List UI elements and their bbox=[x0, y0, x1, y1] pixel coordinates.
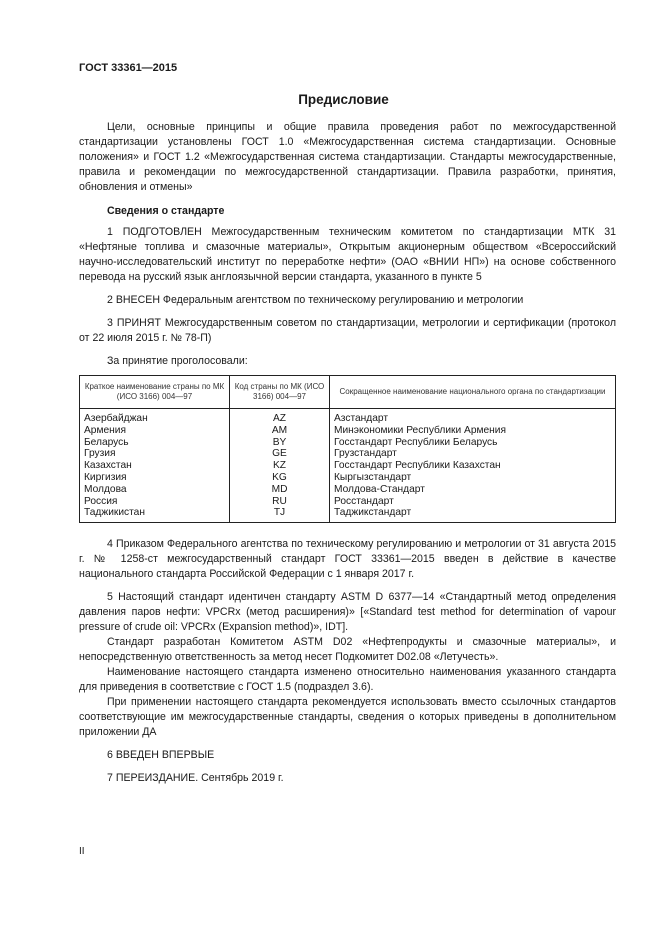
preface-body bbox=[79, 120, 616, 786]
item-7: 7 ПЕРЕИЗДАНИЕ. Сентябрь 2019 г. bbox=[107, 772, 284, 785]
agency-cell: Госстандарт Республики Казахстан bbox=[330, 460, 616, 472]
code-cell: KG bbox=[230, 472, 330, 484]
page-title: Предисловие bbox=[298, 92, 389, 107]
header-country: Краткое наименование страны по МК (ИСО 3166) 004—97 bbox=[80, 376, 230, 409]
document-code: ГОСТ 33361—2015 bbox=[79, 62, 178, 74]
code-cell: AM bbox=[230, 425, 330, 437]
code-cell: GE bbox=[230, 448, 330, 460]
header-agency: Сокращенное наименование национального органа по стандартизации bbox=[330, 376, 616, 409]
code-cell: BY bbox=[230, 437, 330, 449]
item-5-references: При применении настоящего стандарта рекомендуется использовать вместо ссылочных стандартов соответствующие им межгосударственные стандарты, сведения о которых приведены в дополнительном приложении ДА bbox=[79, 696, 616, 739]
country-cell: Таджикистан bbox=[80, 507, 230, 522]
table-row bbox=[80, 409, 616, 425]
vote-intro: За принятие проголосовали: bbox=[107, 355, 248, 367]
table-header-row bbox=[80, 376, 616, 409]
table-row bbox=[80, 496, 616, 508]
table-row bbox=[80, 425, 616, 437]
country-cell: Казахстан bbox=[80, 460, 230, 472]
agency-cell: Таджикстандарт bbox=[330, 507, 616, 522]
code-cell: KZ bbox=[230, 460, 330, 472]
item-2: 2 ВНЕСЕН Федеральным агентством по техническому регулированию и метрологии bbox=[107, 294, 524, 306]
table-row bbox=[80, 472, 616, 484]
section-heading: Сведения о стандарте bbox=[107, 205, 225, 217]
item-5-committee: Стандарт разработан Комитетом ASTM D02 «Нефтепродукты и смазочные материалы», и непосредственную ответственность за метод несет Подкомитет D02.08 «Летучесть». bbox=[79, 636, 616, 664]
code-cell: TJ bbox=[230, 507, 330, 522]
table-row bbox=[80, 507, 616, 522]
item-6: 6 ВВЕДЕН ВПЕРВЫЕ bbox=[107, 749, 215, 762]
agency-cell: Росстандарт bbox=[330, 496, 616, 508]
country-cell: Киргизия bbox=[80, 472, 230, 484]
code-cell: MD bbox=[230, 484, 330, 496]
table-row bbox=[80, 448, 616, 460]
code-cell: AZ bbox=[230, 409, 330, 425]
table-row bbox=[80, 484, 616, 496]
table-row bbox=[80, 437, 616, 449]
agency-cell: Грузстандарт bbox=[330, 448, 616, 460]
country-cell: Россия bbox=[80, 496, 230, 508]
country-cell: Грузия bbox=[80, 448, 230, 460]
voting-table bbox=[79, 375, 616, 523]
item-5-title-change: Наименование настоящего стандарта изменено относительно наименования указанного стандарта для приведения в соответствие с ГОСТ 1.5 (подраздел 3.6). bbox=[79, 666, 616, 694]
header-code: Код страны по МК (ИСО 3166) 004—97 bbox=[230, 376, 330, 409]
country-cell: Азербайджан bbox=[80, 409, 230, 425]
table-row bbox=[80, 460, 616, 472]
agency-cell: Кыргызстандарт bbox=[330, 472, 616, 484]
agency-cell: Азстандарт bbox=[330, 409, 616, 425]
item-1: 1 ПОДГОТОВЛЕН Межгосударственным техническим комитетом по стандартизации МТК 31 «Нефтяные топлива и смазочные материалы», Открытым акционерным обществом «Всероссийский научно-исследовательский институт по переработке нефти» (ОАО «ВНИИ НП») на основе собственного перевода на русский язык англоязычной версии стандарта, указанного в пункте 5 bbox=[79, 226, 616, 283]
agency-cell: Госстандарт Республики Беларусь bbox=[330, 437, 616, 449]
agency-cell: Молдова-Стандарт bbox=[330, 484, 616, 496]
country-cell: Армения bbox=[80, 425, 230, 437]
item-5: 5 Настоящий стандарт идентичен стандарту ASTM D 6377—14 «Стандартный метод определения давления паров нефти: VPCRx (метод расширения)» [«Standard test method for determination of vapour pressure of crude oil: VPCRx (Expansion method)», IDT]. bbox=[79, 591, 616, 634]
agency-cell: Минэкономики Республики Армения bbox=[330, 425, 616, 437]
intro-paragraph: Цели, основные принципы и общие правила проведения работ по межгосударственной стандартизации установлены ГОСТ 1.0 «Межгосударственная система стандартизации. Основные положения» и ГОСТ 1.2 «Межгосударственная система стандартизации. Стандарты межгосударственные, правила и рекомендации по межгосударственной стандартизации. Правила разработки, принятия, обновления и отмены» bbox=[79, 121, 616, 193]
page-number: II bbox=[79, 846, 85, 857]
country-cell: Молдова bbox=[80, 484, 230, 496]
country-cell: Беларусь bbox=[80, 437, 230, 449]
code-cell: RU bbox=[230, 496, 330, 508]
item-3: 3 ПРИНЯТ Межгосударственным советом по стандартизации, метрологии и сертификации (протокол от 22 июля 2015 г. № 78-П) bbox=[79, 317, 616, 344]
item-4: 4 Приказом Федерального агентства по техническому регулированию и метрологии от 31 августа 2015 г. № 1258-ст межгосударственный стандарт ГОСТ 33361—2015 введен в действие в качестве национального стандарта Российской Федерации с 1 января 2017 г. bbox=[79, 538, 616, 581]
